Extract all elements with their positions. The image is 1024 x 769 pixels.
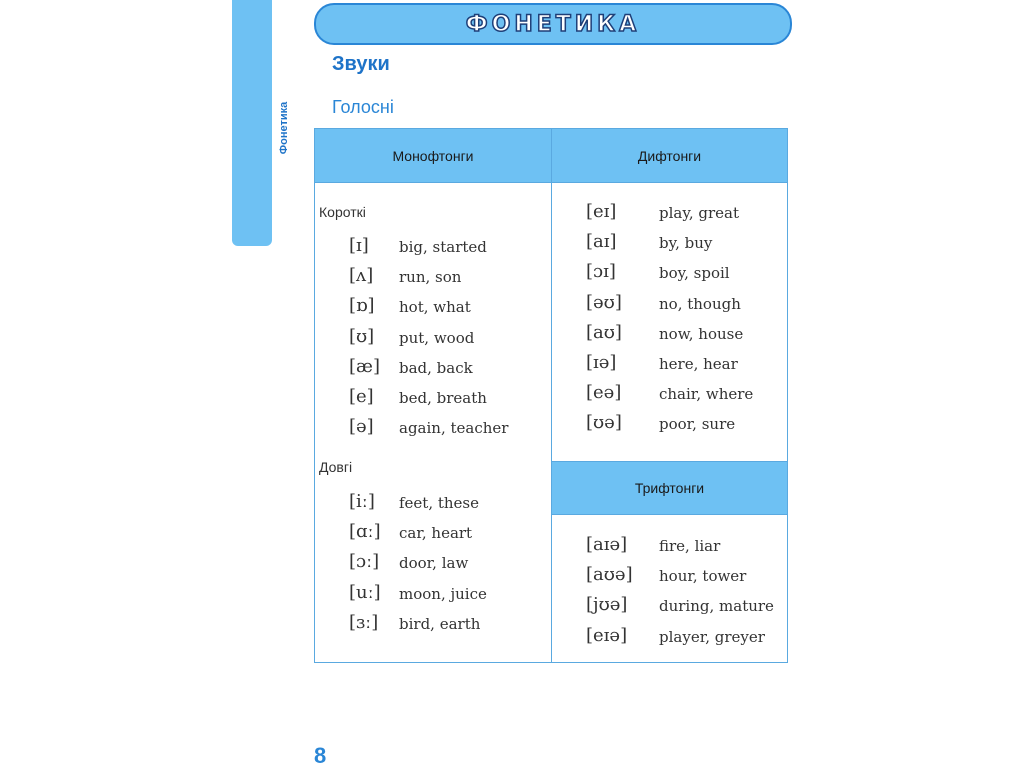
triphthong-example: player, greyer <box>659 627 765 646</box>
triphthong-example: during, mature <box>659 597 774 616</box>
short-vowel-ipa: [ʌ] <box>349 265 374 287</box>
diphthong-ipa: [ʊə] <box>586 412 622 434</box>
long-vowel-example: moon, juice <box>399 584 487 603</box>
triphthong-ipa: [aʊə] <box>586 564 633 586</box>
long-label: Довгі <box>319 459 353 475</box>
diphthong-example: now, house <box>659 324 744 343</box>
vowels-table <box>314 128 788 663</box>
diphthong-ipa: [eə] <box>586 382 622 404</box>
long-vowel-example: bird, earth <box>399 614 481 633</box>
short-vowel-example: bad, back <box>399 358 473 377</box>
short-vowel-example: run, son <box>399 268 462 287</box>
long-vowel-example: feet, these <box>399 494 480 512</box>
column-divider <box>551 129 552 662</box>
short-vowel-example: big, started <box>399 238 487 256</box>
long-vowel-ipa: [uː] <box>349 581 381 603</box>
long-vowel-ipa: [ɑː] <box>349 521 381 543</box>
diphthong-example: here, hear <box>659 355 738 373</box>
diphthong-ipa: [aʊ] <box>586 321 622 343</box>
short-vowel-example: hot, what <box>399 298 471 317</box>
short-vowel-example: put, wood <box>399 328 475 347</box>
header-triphthongs: Трифтонги <box>552 462 787 515</box>
page-number: 8 <box>314 743 327 768</box>
short-vowel-example: again, teacher <box>399 419 509 438</box>
diphthong-ipa: [aɪ] <box>586 231 617 253</box>
diphthong-example: play, great <box>659 204 739 222</box>
diphthong-ipa: [ɔɪ] <box>586 261 616 283</box>
triphthong-example: fire, liar <box>659 537 721 555</box>
diphthong-example: boy, spoil <box>659 264 730 283</box>
side-tab-label <box>276 98 292 158</box>
triphthong-ipa: [aɪə] <box>586 534 628 555</box>
triphthong-example: hour, tower <box>659 567 747 586</box>
long-vowel-ipa: [ɔː] <box>349 551 380 573</box>
short-vowel-ipa: [ɒ] <box>349 295 375 317</box>
triphthong-ipa: [eɪə] <box>586 624 628 646</box>
diphthong-ipa: [ɪə] <box>586 352 617 373</box>
long-vowel-example: car, heart <box>399 524 473 543</box>
diphthong-example: poor, sure <box>659 415 736 434</box>
side-tab <box>232 0 272 246</box>
side-tab-text: Фонетика <box>278 101 290 155</box>
short-label: Короткі <box>319 204 366 220</box>
heading-sounds: Звуки <box>332 53 390 75</box>
short-vowel-ipa: [æ] <box>349 355 380 377</box>
page-banner <box>314 3 792 45</box>
triphthong-ipa: [jʊə] <box>586 594 628 616</box>
diphthong-example: by, buy <box>659 234 713 253</box>
short-vowel-example: bed, breath <box>399 389 487 407</box>
short-vowel-ipa: [e] <box>349 386 374 407</box>
diphthong-ipa: [eɪ] <box>586 201 617 222</box>
diphthong-ipa: [əʊ] <box>586 291 622 313</box>
long-vowel-ipa: [iː] <box>349 491 375 512</box>
header-monophthongs: Монофтонги <box>315 129 551 183</box>
short-vowel-ipa: [ə] <box>349 416 374 438</box>
long-vowel-ipa: [ɜː] <box>349 611 379 633</box>
diphthong-example: no, though <box>659 294 741 313</box>
banner-title: ФОНЕТИКА <box>465 11 641 37</box>
long-vowel-example: door, law <box>399 554 469 573</box>
heading-vowels: Голосні <box>332 97 394 117</box>
diphthong-example: chair, where <box>659 385 754 404</box>
short-vowel-ipa: [ɪ] <box>349 235 369 256</box>
header-diphthongs: Дифтонги <box>552 129 787 183</box>
short-vowel-ipa: [ʊ] <box>349 325 375 347</box>
